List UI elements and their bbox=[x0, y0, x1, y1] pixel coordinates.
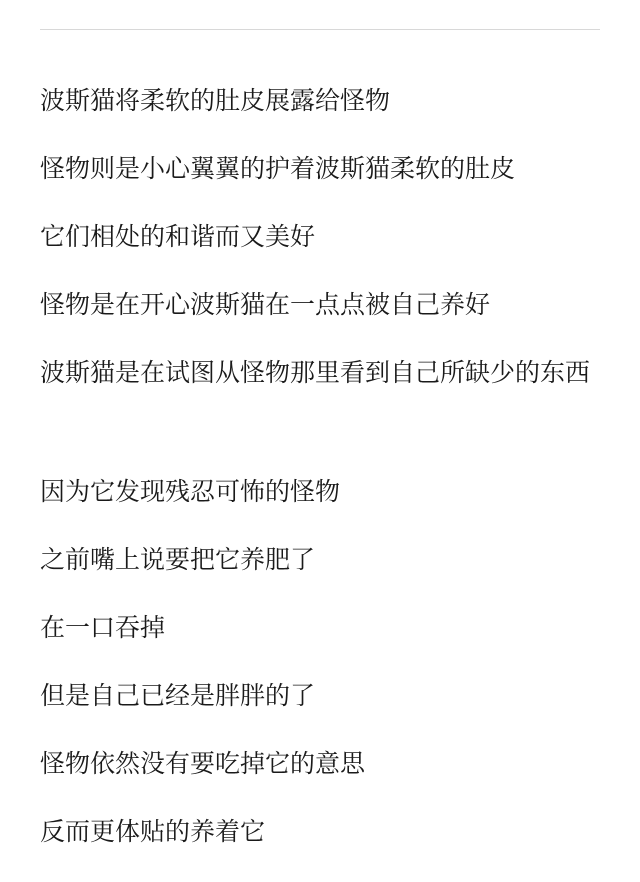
paragraph-7: 之前嘴上说要把它养肥了 bbox=[40, 545, 316, 574]
paragraph-3: 它们相处的和谐而又美好 bbox=[40, 222, 316, 251]
top-divider bbox=[40, 29, 600, 30]
paragraph-11: 反而更体贴的养着它 bbox=[40, 817, 266, 846]
paragraph-4: 怪物是在开心波斯猫在一点点被自己养好 bbox=[40, 290, 491, 319]
paragraph-6: 因为它发现残忍可怖的怪物 bbox=[40, 477, 341, 506]
paragraph-8: 在一口吞掉 bbox=[40, 613, 166, 642]
paragraph-2: 怪物则是小心翼翼的护着波斯猫柔软的肚皮 bbox=[40, 154, 516, 183]
paragraph-10: 怪物依然没有要吃掉它的意思 bbox=[40, 749, 366, 778]
paragraph-9: 但是自己已经是胖胖的了 bbox=[40, 681, 316, 710]
paragraph-1: 波斯猫将柔软的肚皮展露给怪物 bbox=[40, 86, 391, 115]
paragraph-5: 波斯猫是在试图从怪物那里看到自己所缺少的东西 bbox=[40, 358, 591, 387]
